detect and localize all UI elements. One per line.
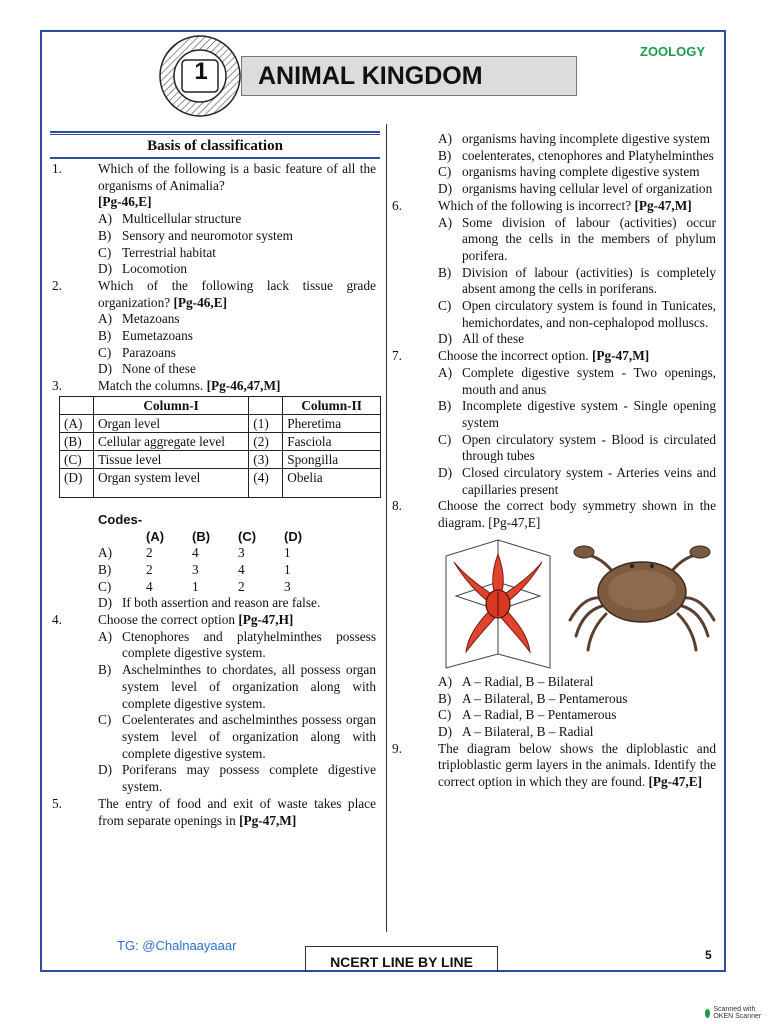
option: A) Some division of labour (activities) occur among the cells in the members of phylum porifera. — [438, 214, 716, 263]
option: B) Sensory and neuromotor system — [98, 227, 293, 243]
option: D) If both assertion and reason are false. — [98, 595, 321, 611]
page-reference: [Pg-46,47,M] — [206, 378, 281, 394]
question-4 — [52, 612, 376, 629]
scanner-watermark: Scanned with OKEN Scanner — [705, 1006, 768, 1020]
option: C) Coelenterates and aschelminthes possess organ system level of organization along with complete digestive system. — [98, 712, 376, 761]
question-text: Choose the correct body symmetry shown in the diagram. [Pg-47,E] — [438, 498, 716, 531]
section-rule-top — [50, 131, 380, 133]
question-number: 6. — [392, 197, 402, 213]
option: D) Closed circulatory system - Arteries veins and capillaries present — [438, 465, 716, 497]
page-reference: [Pg-47,E] — [648, 774, 703, 790]
question-number: 8. — [392, 498, 402, 514]
question-7-options — [392, 365, 716, 499]
question-text: The diagram below shows the diploblastic and triploblastic germ layers in the animals. Identify the correct option in which they are found. — [438, 740, 716, 790]
page-reference: [Pg-47,H] — [238, 612, 294, 628]
question-text: Choose the incorrect option. — [438, 348, 589, 364]
codes-row: B) 2 3 4 1 — [98, 561, 291, 577]
question-text: Choose the correct option — [98, 612, 235, 628]
series-label: NCERT LINE BY LINE — [305, 946, 498, 972]
option: B) A – Bilateral, B – Pentamerous — [438, 690, 628, 706]
question-8 — [392, 498, 716, 531]
question-number: 7. — [392, 348, 402, 364]
option: C) organisms having complete digestive system — [438, 164, 700, 180]
question-number: 4. — [52, 612, 62, 628]
match-table — [59, 396, 381, 498]
section-rule-top-thin — [50, 134, 380, 135]
section-rule-bottom — [50, 157, 380, 159]
question-2 — [52, 278, 376, 311]
question-1 — [52, 161, 376, 211]
option: B) Eumetazoans — [98, 328, 193, 344]
question-number: 3. — [52, 378, 62, 394]
page-reference: [Pg-47,M] — [634, 197, 692, 213]
page-reference: [Pg-47,M] — [592, 348, 650, 364]
table-row: (D) Organ system level (4) Obelia — [60, 468, 381, 497]
starfish-illustration — [438, 536, 558, 670]
subject-label: ZOOLOGY — [640, 44, 705, 59]
question-4-options — [52, 629, 376, 796]
table-row: (B) Cellular aggregate level (2) Fasciola — [60, 432, 381, 450]
question-text: The entry of food and exit of waste takes place from separate openings in — [98, 795, 376, 828]
option: D) A – Bilateral, B – Radial — [438, 723, 594, 739]
option: A) Metazoans — [98, 311, 180, 327]
option: B) coelenterates, ctenophores and Platyhelminthes — [438, 147, 714, 163]
option: B) Division of labour (activities) is completely absent among the cells in poriferans. — [438, 264, 716, 297]
question-text: Which of the following is incorrect? — [438, 197, 632, 213]
question-3 — [52, 378, 376, 395]
question-6 — [392, 198, 716, 215]
option: A) A – Radial, B – Bilateral — [438, 673, 594, 689]
codes-row: C) 4 1 2 3 — [98, 578, 291, 594]
right-column — [392, 131, 716, 791]
codes-header: (A) (B) (C) (D) — [146, 528, 303, 544]
codes-block — [52, 512, 376, 612]
left-column — [52, 161, 376, 829]
question-7 — [392, 348, 716, 365]
question-number: 1. — [52, 161, 62, 176]
question-2-options — [52, 311, 376, 378]
question-text: Which of the following lack tissue grade organization? — [98, 277, 376, 310]
question-6-options — [392, 215, 716, 349]
question-5 — [52, 796, 376, 829]
option: B) Incomplete digestive system - Single opening system — [438, 398, 716, 430]
codes-label: Codes- — [98, 511, 143, 527]
question-9 — [392, 741, 716, 791]
page-reference: [Pg-46,E] — [173, 294, 227, 310]
option: D) Locomotion — [98, 261, 187, 277]
crab-illustration — [562, 536, 722, 660]
option: A) Ctenophores and platyhelminthes possess complete digestive system. — [98, 628, 376, 661]
section-heading: Basis of classification — [147, 138, 283, 154]
table-header: Column-I — [93, 396, 248, 414]
table-row: (C) Tissue level (3) Spongilla — [60, 450, 381, 468]
symmetry-diagram — [438, 536, 716, 674]
option: B) Aschelminthes to chordates, all possess organ system level of organization along with complete digestive system. — [98, 662, 376, 711]
question-number: 9. — [392, 740, 402, 756]
option: C) Parazoans — [98, 344, 176, 360]
question-8-options — [392, 674, 716, 741]
question-text: Match the columns. — [98, 378, 204, 394]
question-5-options — [392, 131, 716, 198]
question-number: 2. — [52, 277, 62, 293]
table-row: (A) Organ level (1) Pheretima — [60, 414, 381, 432]
option: C) Open circulatory system - Blood is circulated through tubes — [438, 431, 716, 464]
option: D) organisms having cellular level of organization — [438, 181, 713, 197]
page-number: 5 — [705, 948, 712, 962]
option: C) Open circulatory system is found in Tunicates, hemichordates, and non-cephalopod molluscs. — [438, 298, 716, 330]
question-text: Which of the following is a basic feature of all the organisms of Animalia? — [98, 161, 376, 193]
option: A) Complete digestive system - Two openings, mouth and anus — [438, 364, 716, 397]
chapter-title: ANIMAL KINGDOM — [241, 56, 577, 96]
question-number: 5. — [52, 795, 62, 811]
table-header-spacer — [249, 396, 283, 414]
telegram-handle: TG: @Chalnaayaaar — [117, 938, 237, 953]
option: C) A – Radial, B – Pentamerous — [438, 707, 617, 723]
chapter-number: 1 — [194, 58, 208, 85]
table-header-spacer — [60, 396, 94, 414]
table-header: Column-II — [283, 396, 381, 414]
column-divider — [386, 124, 387, 932]
option: C) Terrestrial habitat — [98, 244, 216, 260]
scanner-logo-icon — [705, 1009, 710, 1018]
option: A) organisms having incomplete digestive system — [438, 131, 710, 146]
codes-row: A) 2 4 3 1 — [98, 545, 291, 561]
option: A) Multicellular structure — [98, 211, 242, 227]
question-1-options — [52, 211, 376, 278]
option: D) Poriferans may possess complete digestive system. — [98, 762, 376, 795]
page-reference: [Pg-46,E] — [98, 194, 152, 210]
option: D) All of these — [438, 331, 525, 347]
page-reference: [Pg-47,M] — [239, 812, 297, 828]
option: D) None of these — [98, 361, 196, 377]
